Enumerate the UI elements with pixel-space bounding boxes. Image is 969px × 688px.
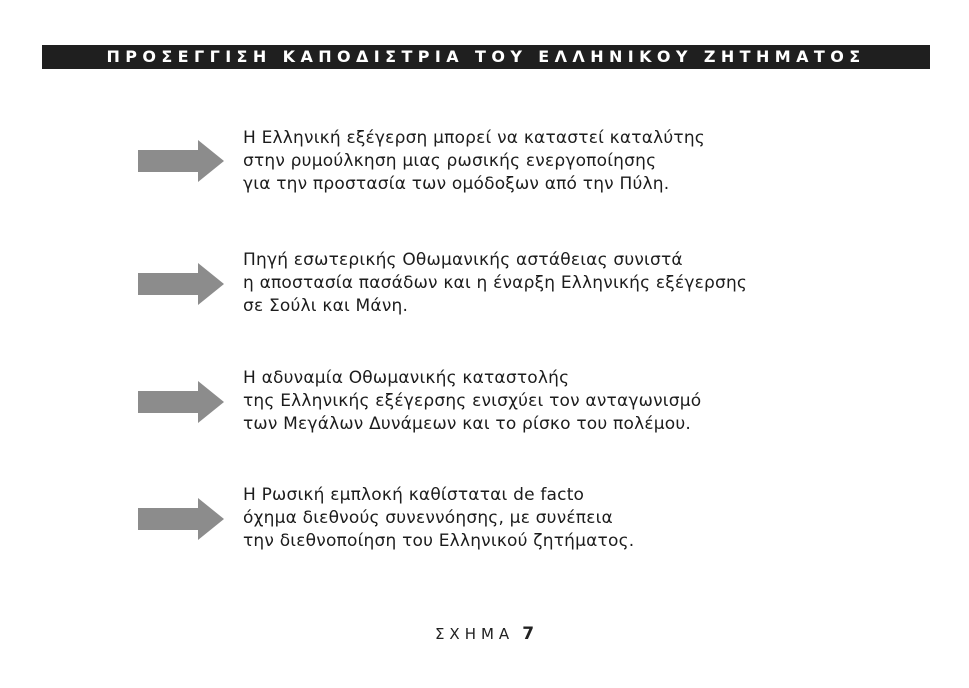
right-arrow-icon — [138, 140, 224, 182]
bullet-line: Η αδυναμία Οθωμανικής καταστολής — [243, 368, 570, 388]
bullet-text — [243, 484, 923, 553]
bullet-line: την διεθνοποίηση του Ελληνικού ζητήματος. — [243, 531, 635, 551]
bullet-line: Πηγή εσωτερικής Οθωμανικής αστάθειας συνιστά — [243, 250, 683, 270]
figure-caption — [0, 624, 969, 644]
right-arrow-icon — [138, 381, 224, 423]
bullet-point-1 — [0, 127, 969, 207]
bullet-line: Η Ρωσική εμπλοκή καθίσταται de facto — [243, 485, 585, 505]
right-arrow-icon — [138, 498, 224, 540]
bullet-text — [243, 249, 923, 318]
bullet-point-4 — [0, 484, 969, 564]
bullet-line: για την προστασία των ομόδοξων από την Πύλη. — [243, 174, 670, 194]
bullet-text — [243, 367, 923, 436]
caption-label: ΣΧΗΜΑ — [434, 625, 515, 643]
bullet-line: σε Σούλι και Μάνη. — [243, 296, 409, 316]
bullet-line: όχημα διεθνούς συνεννόησης, με συνέπεια — [243, 508, 613, 528]
right-arrow-icon — [138, 263, 224, 305]
bullet-line: στην ρυμούλκηση μιας ρωσικής ενεργοποίησης — [243, 151, 657, 171]
bullet-point-3 — [0, 367, 969, 447]
bullet-line: της Ελληνικής εξέγερσης ενισχύει τον ανταγωνισμό — [243, 391, 702, 411]
bullet-line: η αποστασία πασάδων και η έναρξη Ελληνικής εξέγερσης — [243, 273, 748, 293]
title-bar — [42, 45, 930, 69]
bullet-line: Η Ελληνική εξέγερση μπορεί να καταστεί καταλύτης — [243, 128, 705, 148]
page-title: ΠΡΟΣΕΓΓΙΣΗ ΚΑΠΟΔΙΣΤΡΙΑ ΤΟΥ ΕΛΛΗΝΙΚΟΥ ΖΗΤΗΜΑΤΟΣ — [106, 47, 866, 66]
bullet-point-2 — [0, 249, 969, 329]
caption-number: 7 — [522, 624, 535, 644]
bullet-line: των Μεγάλων Δυνάμεων και το ρίσκο του πολέμου. — [243, 414, 691, 434]
bullet-text — [243, 127, 923, 196]
